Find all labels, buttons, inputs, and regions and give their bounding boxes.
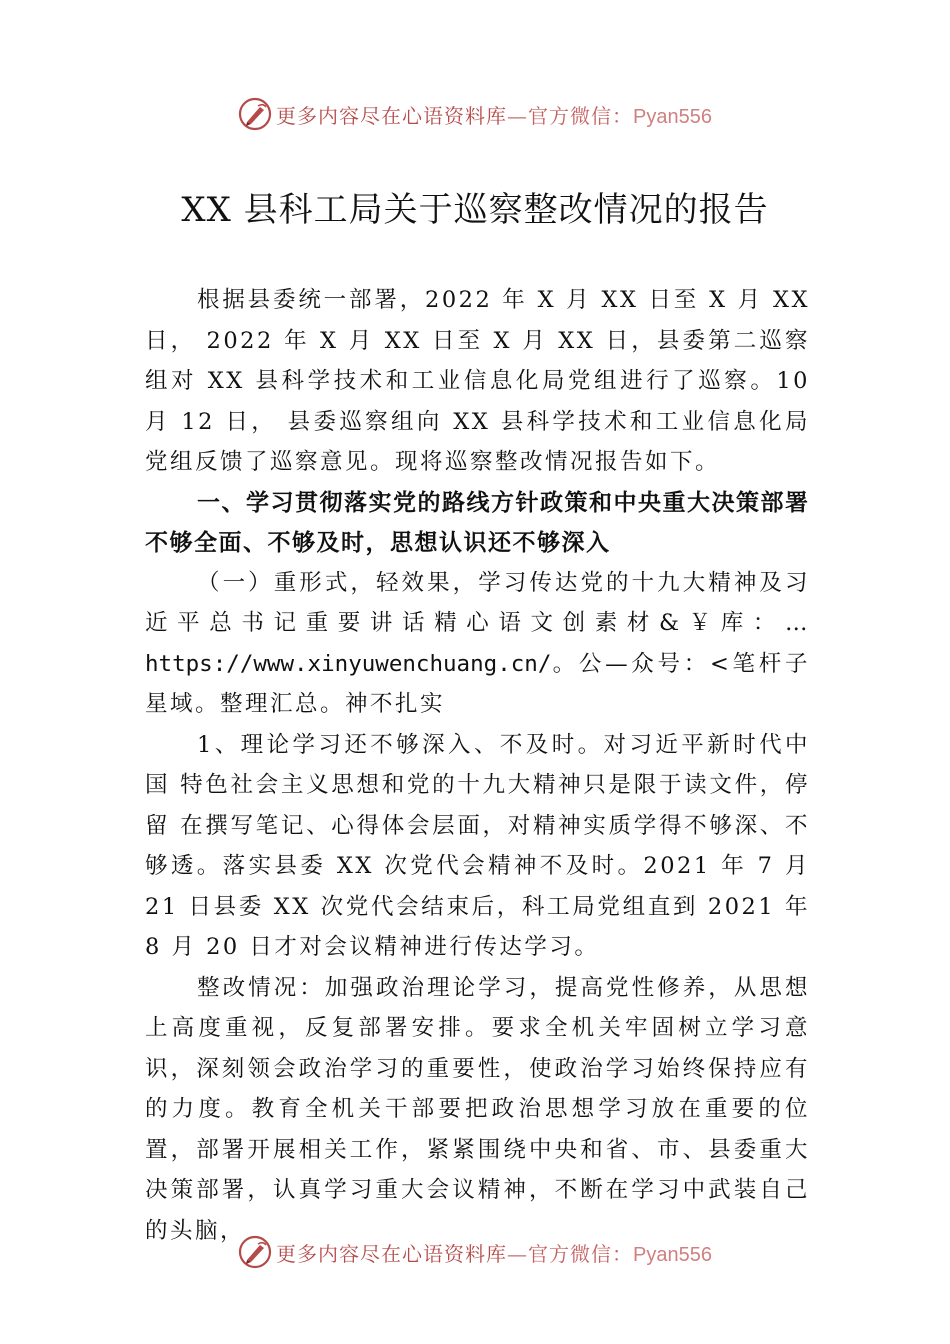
- footer-banner: [0, 1232, 950, 1272]
- document-body: [145, 280, 810, 1251]
- item-1-paragraph: 1、理论学习还不够深入、不及时。对习近平新时代中国 特色社会主义思想和党的十九大精神只是限于读文件，停留 在撰写笔记、心得体会层面，对精神实质学得不够深、不够透。落实县委 XX 次党代会精神不及时。2021 年 7 月 21 日县委 XX 次党代会结束后，科工局党组直到 2021 年 8 月 20 日才对会议精神进行传达学习。: [145, 731, 810, 960]
- subsection-1-text-a: （一）重形式，轻效果，学习传达党的十九大精神及习近平总书记重要讲话精心语文创素材&￥库：…: [145, 569, 810, 636]
- header-banner-slogan: 更多内容尽在心语资料库: [276, 103, 508, 128]
- footer-banner-separator: —: [507, 1241, 529, 1266]
- header-banner-separator: —: [507, 103, 529, 128]
- pen-logo-icon: [238, 1235, 272, 1269]
- footer-banner-text: [276, 1238, 712, 1267]
- header-banner: [0, 94, 950, 134]
- footer-banner-wechat-label: 官方微信：: [528, 1241, 634, 1266]
- footer-banner-slogan: 更多内容尽在心语资料库: [276, 1241, 508, 1266]
- header-banner-text: [276, 100, 712, 129]
- section-1-heading: 一、学习贯彻落实党的路线方针政策和中央重大决策部署不够全面、不够及时，思想认识还不够深入: [145, 489, 810, 556]
- header-banner-wechat-label: 官方微信：: [528, 103, 634, 128]
- footer-banner-wechat-id: Pyan556: [633, 1243, 712, 1266]
- document-title: XX 县科工局关于巡察整改情况的报告: [181, 190, 769, 230]
- subsection-1-text-b: 。公—众号：<笔杆子星域。整理汇总。神不扎实: [145, 650, 810, 717]
- rectification-paragraph: 整改情况：加强政治理论学习，提高党性修养，从思想上高度重视，反复部署安排。要求全机关牢固树立学习意识，深刻领会政治学习的重要性，使政治学习始终保持应有的力度。教育全机关干部要把政治思想学习放在重要的位置，部署开展相关工作，紧紧围绕中央和省、市、县委重大决策部署，认真学习重大会议精神，不断在学习中武装自己的头脑，: [145, 974, 810, 1244]
- pen-logo-icon: [238, 97, 272, 131]
- subsection-1-url: https://www.xinyuwenchuang.cn/: [145, 650, 552, 677]
- header-banner-wechat-id: Pyan556: [633, 105, 712, 128]
- intro-paragraph: 根据县委统一部署，2022 年 X 月 XX 日至 X 月 XX 日， 2022 年 X 月 XX 日至 X 月 XX 日，县委第二巡察组对 XX 县科学技术和工业信息化局党组进行了巡察。10 月 12 日， 县委巡察组向 XX 县科学技术和工业信息化局党组反馈了巡察意见。现将巡察整改情况报告如下。: [145, 287, 810, 475]
- subsection-1-paragraph: [145, 563, 810, 725]
